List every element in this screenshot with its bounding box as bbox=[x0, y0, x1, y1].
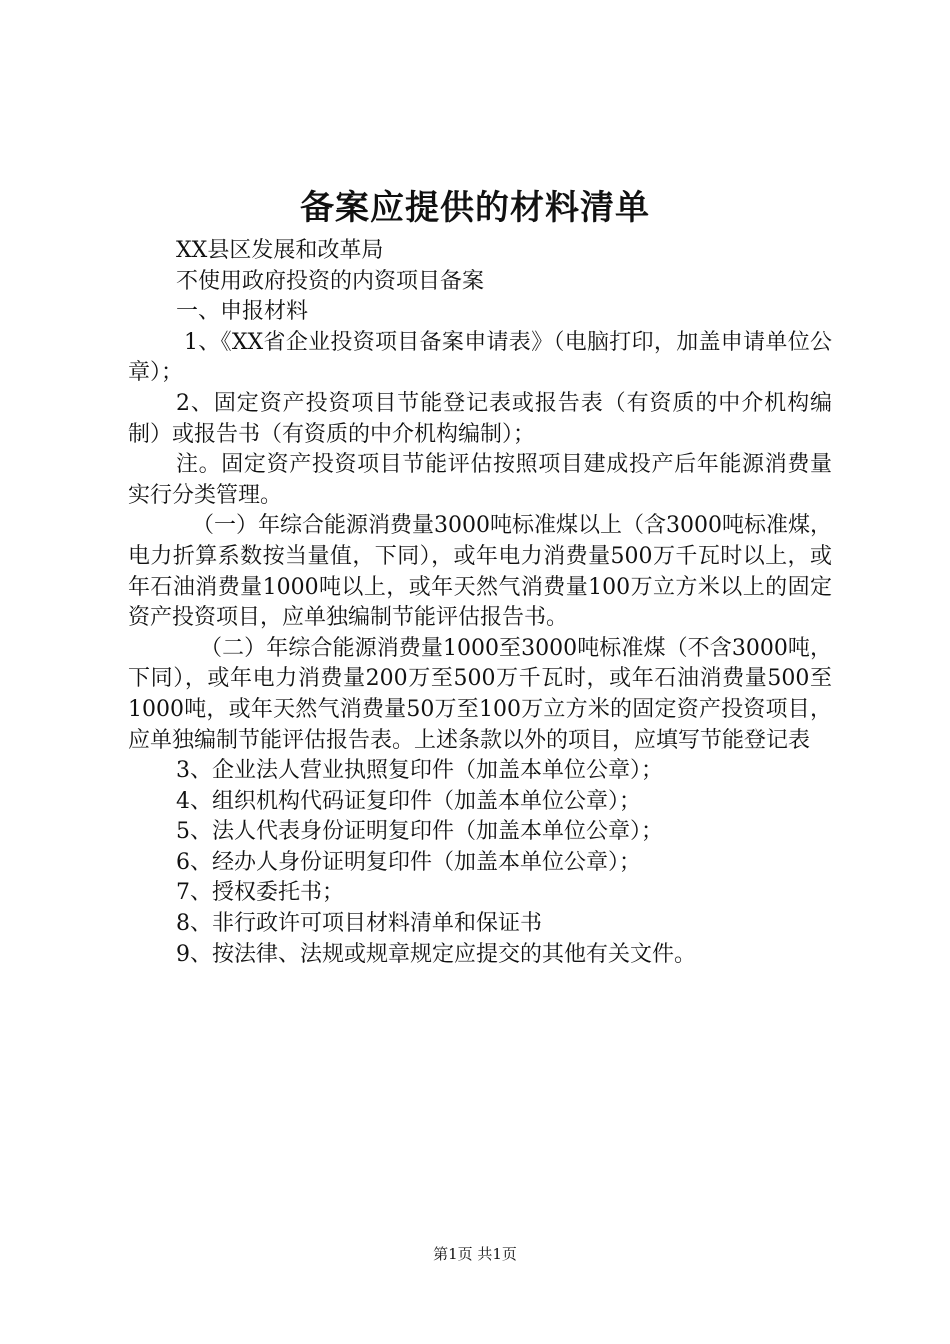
paragraph-section-heading: 一、申报材料 bbox=[176, 299, 309, 325]
paragraph-item-3: 3、企业法人营业执照复印件（加盖本单位公章）； bbox=[176, 758, 663, 784]
paragraph-item-6: 6、经办人身份证明复印件（加盖本单位公章）； bbox=[176, 849, 641, 875]
paragraph-note: 注。固定资产投资项目节能评估按照项目建成投产后年能源消费量实行分类管理。 bbox=[128, 452, 832, 508]
paragraph-item-4: 4、组织机构代码证复印件（加盖本单位公章）； bbox=[176, 788, 641, 814]
paragraph-agency: XX县区发展和改革局 bbox=[176, 238, 384, 263]
document-title: 备案应提供的材料清单 bbox=[300, 188, 650, 228]
document-body bbox=[128, 236, 832, 970]
page-footer: 第1页 共1页 bbox=[433, 1245, 517, 1263]
paragraph-category-1: （一）年综合能源消费量3000吨标准煤以上（含3000吨标准煤，电力折算系数按当量值，下同），或年电力消费量500万千瓦时以上，或年石油消费量1000吨以上，或年天然气消费量100万立方米以上的固定资产投资项目，应单独编制节能评估报告书。 bbox=[128, 513, 832, 631]
paragraph-item-5: 5、法人代表身份证明复印件（加盖本单位公章）； bbox=[176, 819, 663, 845]
paragraph-project-type: 不使用政府投资的内资项目备案 bbox=[176, 268, 485, 294]
paragraph-item-9: 9、按法律、法规或规章规定应提交的其他有关文件。 bbox=[176, 941, 696, 967]
paragraph-category-2: （二）年综合能源消费量1000至3000吨标准煤（不含3000吨，下同），或年电力消费量200万至500万千瓦时，或年石油消费量500至1000吨，或年天然气消费量50万至100万立方米的固定资产投资项目，应单独编制节能评估报告表。上述条款以外的项目，应填写节能登记表 bbox=[128, 635, 832, 753]
paragraph-item-8: 8、非行政许可项目材料清单和保证书 bbox=[176, 911, 542, 937]
paragraph-item-2: 2、固定资产投资项目节能登记表或报告表（有资质的中介机构编制）或报告书（有资质的中介机构编制）； bbox=[128, 390, 832, 447]
paragraph-item-1: 1、《XX省企业投资项目备案申请表》（电脑打印，加盖申请单位公章）； bbox=[128, 329, 832, 386]
paragraph-item-7: 7、授权委托书； bbox=[176, 880, 344, 906]
